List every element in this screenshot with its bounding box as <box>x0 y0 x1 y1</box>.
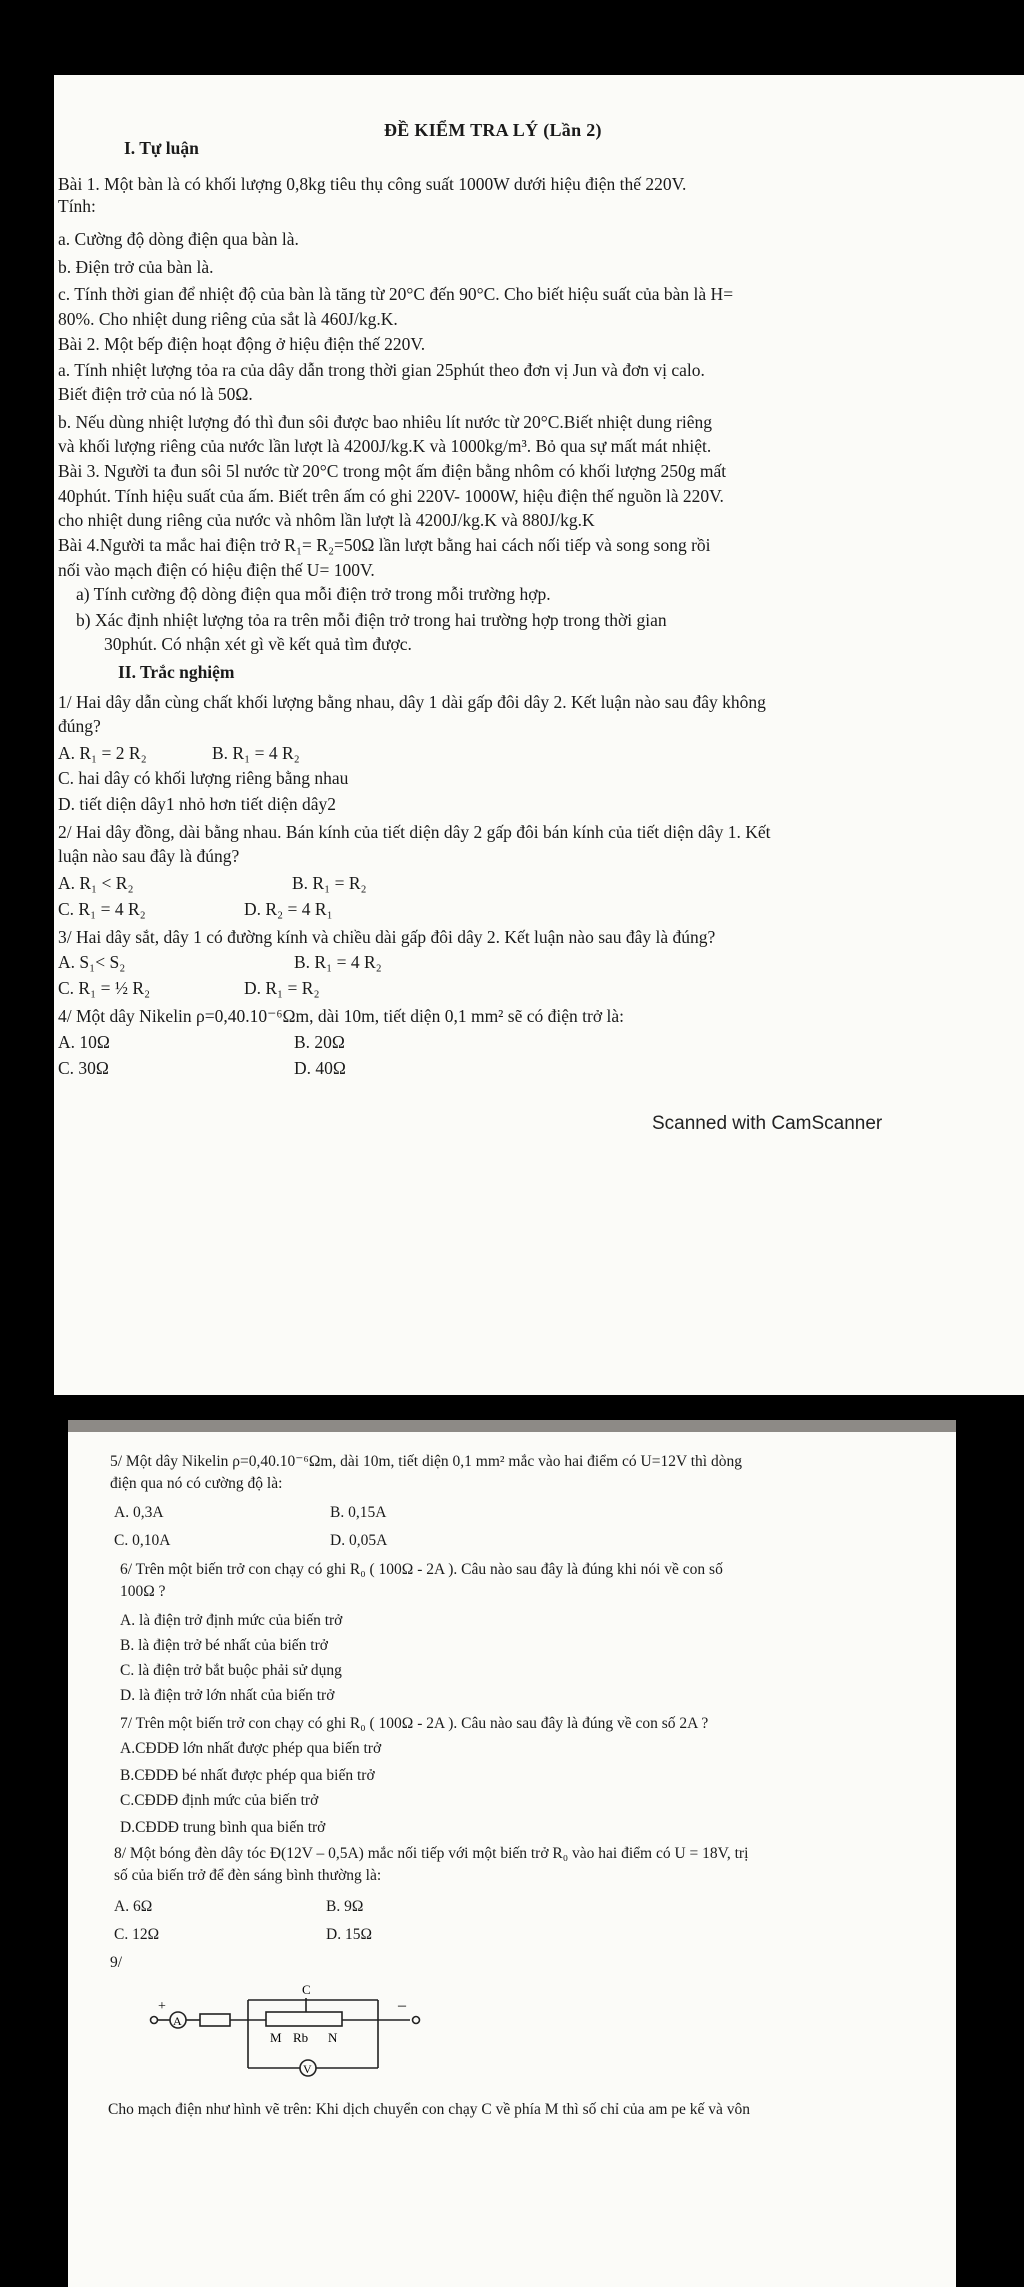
q9-circuit-diagram <box>148 1982 428 2092</box>
q2-option-a: A. R₁ < R₂ <box>58 873 134 893</box>
ammeter-label: A <box>173 2014 182 2028</box>
q1-stem2: đúng? <box>58 716 101 736</box>
q6-option-d: D. là điện trở lớn nhất của biến trở <box>120 1687 335 1704</box>
bai1-c1: c. Tính thời gian để nhiệt độ của bàn là tăng từ 20°C đến 90°C. Cho biết hiệu suất của bàn là H= <box>58 284 734 304</box>
bai3-line2: 40phút. Tính hiệu suất của ấm. Biết trên ấm có ghi 220V- 1000W, hiệu điện thế nguồn là 220V. <box>58 486 724 506</box>
m-label: M <box>270 2030 282 2045</box>
bai4-line1: Bài 4.Người ta mắc hai điện trở R₁= R₂=50Ω lần lượt bằng hai cách nối tiếp và song song rồi <box>58 535 711 555</box>
exam-page-2 <box>68 1420 956 2287</box>
bai1-line1: Bài 1. Một bàn là có khối lượng 0,8kg tiêu thụ công suất 1000W dưới hiệu điện thế 220V. <box>58 174 687 194</box>
q4-stem: 4/ Một dây Nikelin ρ=0,40.10⁻⁶Ωm, dài 10m, tiết diện 0,1 mm² sẽ có điện trở là: <box>58 1006 624 1026</box>
q6-option-c: C. là điện trở bắt buộc phải sử dụng <box>120 1662 342 1679</box>
exam-title: ĐỀ KIỂM TRA LÝ (Lần 2) <box>384 120 602 140</box>
q1-option-a: A. R₁ = 2 R₂ <box>58 743 147 763</box>
exam-page-1 <box>54 75 1024 1395</box>
q5-option-d: D. 0,05A <box>330 1532 388 1549</box>
bai3-line3: cho nhiệt dung riêng của nước và nhôm lần lượt là 4200J/kg.K và 880J/kg.K <box>58 510 595 530</box>
section1-heading: I. Tự luận <box>124 138 199 158</box>
bai1-c2: 80%. Cho nhiệt dung riêng của sắt là 460J/kg.K. <box>58 309 398 329</box>
q5-option-a: A. 0,3A <box>114 1504 164 1521</box>
bai2-a1: a. Tính nhiệt lượng tỏa ra của dây dẫn trong thời gian 25phút theo đơn vị Jun và đơn vị calo. <box>58 360 705 380</box>
voltmeter-label: V <box>303 2062 312 2076</box>
bai2-b1: b. Nếu dùng nhiệt lượng đó thì đun sôi được bao nhiêu lít nước từ 20°C.Biết nhiệt dung riêng <box>58 412 713 432</box>
q5-option-b: B. 0,15A <box>330 1504 387 1521</box>
q6-option-b: B. là điện trở bé nhất của biến trở <box>120 1637 328 1654</box>
bai4-line2: nối vào mạch điện có hiệu điện thế U= 100V. <box>58 560 375 580</box>
bai1-a: a. Cường độ dòng điện qua bàn là. <box>58 229 299 249</box>
bai2-b2: và khối lượng riêng của nước lần lượt là 4200J/kg.K và 1000kg/m³. Bỏ qua sự mất mát nhiệt. <box>58 436 712 456</box>
q8-option-b: B. 9Ω <box>326 1898 364 1915</box>
q9-label: 9/ <box>110 1954 123 1971</box>
camscanner-footer: Scanned with CamScanner <box>652 1113 883 1134</box>
bai4-b2: 30phút. Có nhận xét gì về kết quả tìm được. <box>104 634 412 654</box>
q3-option-c: C. R₁ = ½ R₂ <box>58 978 151 998</box>
q7-option-b: B.CĐDĐ bé nhất được phép qua biến trở <box>120 1767 375 1784</box>
bai2-a2: Biết điện trở của nó là 50Ω. <box>58 384 253 404</box>
q7-option-d: D.CĐDĐ trung bình qua biến trở <box>120 1819 326 1836</box>
q1-option-b: B. R₁ = 4 R₂ <box>212 743 300 763</box>
q4-option-d: D. 40Ω <box>294 1058 346 1078</box>
n-label: N <box>328 2030 338 2045</box>
rheostat-icon <box>266 2012 342 2026</box>
q1-stem1: 1/ Hai dây dẫn cùng chất khối lượng bằng nhau, dây 1 dài gấp đôi dây 2. Kết luận nào sau đây không <box>58 692 766 712</box>
q2-stem1: 2/ Hai dây đồng, dài bằng nhau. Bán kính của tiết diện dây 2 gấp đôi bán kính của tiết diện dây 1. Kết <box>58 822 771 842</box>
q1-option-d: D. tiết diện dây1 nhỏ hơn tiết diện dây2 <box>58 794 337 814</box>
bai3-line1: Bài 3. Người ta đun sôi 5l nước từ 20°C trong một ấm điện bằng nhôm có khối lượng 250g mất <box>58 461 727 481</box>
q6-option-a: A. là điện trở định mức của biến trở <box>120 1612 343 1629</box>
q7-option-c: C.CĐDĐ định mức của biến trở <box>120 1792 319 1809</box>
q5-stem1: 5/ Một dây Nikelin ρ=0,40.10⁻⁶Ωm, dài 10m, tiết diện 0,1 mm² mắc vào hai điểm có U=12V thì dòng <box>110 1453 742 1470</box>
q5-option-c: C. 0,10A <box>114 1532 171 1549</box>
bai1-b: b. Điện trở của bàn là. <box>58 257 214 277</box>
q7-stem: 7/ Trên một biến trở con chạy có ghi R₀ ( 100Ω - 2A ). Câu nào sau đây là đúng về con số 2A ? <box>120 1715 709 1732</box>
q2-option-c: C. R₁ = 4 R₂ <box>58 899 146 919</box>
q3-stem: 3/ Hai dây sắt, dây 1 có đường kính và chiều dài gấp đôi dây 2. Kết luận nào sau đây là đúng? <box>58 927 716 947</box>
bai4-b1: b) Xác định nhiệt lượng tỏa ra trên mỗi điện trở trong hai trường hợp trong thời gian <box>76 610 667 630</box>
lamp-resistor-icon <box>200 2014 230 2026</box>
q3-option-a: A. S₁< S₂ <box>58 952 126 972</box>
q8-option-a: A. 6Ω <box>114 1898 153 1915</box>
q4-option-a: A. 10Ω <box>58 1032 110 1052</box>
q6-stem1: 6/ Trên một biến trở con chạy có ghi R₀ ( 100Ω - 2A ). Câu nào sau đây là đúng khi nói về con số <box>120 1561 723 1578</box>
section2-heading: II. Trắc nghiệm <box>118 662 235 682</box>
q2-option-b: B. R₁ = R₂ <box>292 873 367 893</box>
q9-stem: Cho mạch điện như hình vẽ trên: Khi dịch chuyển con chạy C về phía M thì số chỉ của am pe kế và vôn <box>108 2101 751 2118</box>
rb-label: Rb <box>293 2030 309 2045</box>
q4-option-b: B. 20Ω <box>294 1032 345 1052</box>
q7-option-a: A.CĐDĐ lớn nhất được phép qua biến trở <box>120 1740 382 1757</box>
q6-stem2: 100Ω ? <box>120 1583 166 1600</box>
slider-label: C <box>302 1982 311 1997</box>
minus-label: – <box>398 1997 406 2014</box>
q8-stem1: 8/ Một bóng đèn dây tóc Đ(12V – 0,5A) mắc nối tiếp với một biến trở R₀ vào hai điểm có U = 18V, trị <box>114 1845 749 1862</box>
bai1-line2: Tính: <box>58 196 96 216</box>
q1-option-c: C. hai dây có khối lượng riêng bằng nhau <box>58 768 349 788</box>
bai2-line1: Bài 2. Một bếp điện hoạt động ở hiệu điện thế 220V. <box>58 334 426 354</box>
plus-label: + <box>158 1999 166 2014</box>
bai4-a: a) Tính cường độ dòng điện qua mỗi điện trở trong mỗi trường hợp. <box>76 584 551 604</box>
terminal-plus-icon <box>151 2017 158 2024</box>
terminal-minus-icon <box>413 2017 420 2024</box>
q8-option-d: D. 15Ω <box>326 1926 372 1943</box>
q8-stem2: số của biến trở để đèn sáng bình thường là: <box>114 1867 382 1884</box>
q8-option-c: C. 12Ω <box>114 1926 160 1943</box>
q5-stem2: điện qua nó có cường độ là: <box>110 1475 283 1492</box>
q3-option-b: B. R₁ = 4 R₂ <box>294 952 382 972</box>
q4-option-c: C. 30Ω <box>58 1058 109 1078</box>
q3-option-d: D. R₁ = R₂ <box>244 978 320 998</box>
q2-option-d: D. R₂ = 4 R₁ <box>244 899 333 919</box>
q2-stem2: luận nào sau đây là đúng? <box>58 846 240 866</box>
